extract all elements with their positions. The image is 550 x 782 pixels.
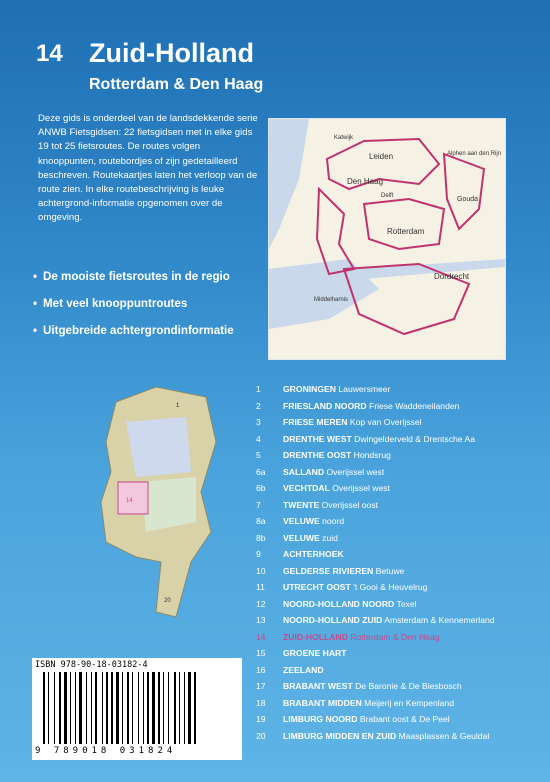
barcode-bars xyxy=(35,672,239,744)
feature-list xyxy=(33,270,263,351)
series-item: 6a SALLAND Overijssel west xyxy=(256,466,385,477)
series-item: 16 ZEELAND xyxy=(256,664,324,675)
series-item: 2 FRIESLAND NOORD Friese Waddeneilanden xyxy=(256,400,460,411)
series-item: 4 DRENTHE WEST Dwingelderveld & Drentsche Aa xyxy=(256,433,475,444)
feature-label: Uitgebreide achtergrondinformatie xyxy=(43,324,234,337)
place-label: Alphen aan den Rijn xyxy=(447,151,502,157)
place-label: Den Haag xyxy=(347,177,384,186)
feature-item: • Uitgebreide achtergrondinformatie xyxy=(33,324,234,337)
series-item: 10 GELDERSE RIVIEREN Betuwe xyxy=(256,565,405,576)
series-item: 15 GROENE HART xyxy=(256,648,347,658)
sea xyxy=(269,119,309,249)
place-label: Delft xyxy=(381,193,394,199)
feature-label: Met veel knooppuntroutes xyxy=(43,297,188,310)
place-label: Rotterdam xyxy=(387,227,425,236)
region-map-svg xyxy=(269,119,505,359)
series-item: 17 BRABANT WEST De Baronie & De Biesbosch xyxy=(256,681,462,691)
series-item: 8a VELUWE noord xyxy=(256,516,345,526)
route-center xyxy=(364,199,444,249)
series-item: 1 GRONINGEN Lauwersmeer xyxy=(256,384,391,394)
series-item-highlighted: 14 ZUID-HOLLAND Rotterdam & Den Haag xyxy=(256,631,440,642)
series-item: 9 ACHTERHOEK xyxy=(256,549,344,559)
isbn-digits: 9 789018 031824 xyxy=(35,746,177,756)
map-label: 14 xyxy=(126,498,133,504)
series-item: 13 NOORD-HOLLAND ZUID Amsterdam & Kennemerland xyxy=(256,615,495,625)
place-label: Dordrecht xyxy=(434,272,470,281)
feature-label: De mooiste fietsroutes in de regio xyxy=(43,270,230,283)
region-map xyxy=(268,118,506,360)
feature-item: • De mooiste fietsroutes in de regio xyxy=(33,270,230,283)
overview-map-svg xyxy=(96,382,226,622)
series-item: 18 BRABANT MIDDEN Meijerij en Kempenland xyxy=(256,697,454,708)
series-item: 19 LIMBURG NOORD Brabant oost & De Peel xyxy=(256,714,450,724)
feature-item: • Met veel knooppuntroutes xyxy=(33,297,188,310)
page-subtitle: Rotterdam & Den Haag xyxy=(89,76,264,93)
series-number: 14 xyxy=(36,40,63,67)
intro-text: Deze gids is onderdeel van de landsdekkende serie ANWB Fietsgidsen: 22 fietsgidsen met in elke gids 19 tot 25 fietsroutes. De routes volgen knooppunten, routebordjes of zijn gedetailleerd beschreven. Routekaartjes laten het verloop van de route zien. In elke routebeschrijving is leuke achtergrond-informatie opgenomen over de omgeving. xyxy=(38,113,258,224)
series-item: 7 TWENTE Overijssel oost xyxy=(256,499,379,510)
page-title: Zuid-Holland xyxy=(89,38,254,68)
isbn-label: ISBN 978-90-18-03182-4 xyxy=(35,660,148,670)
region-grid-a xyxy=(126,417,191,477)
series-item: 8b VELUWE zuid xyxy=(256,532,338,543)
place-label: Middelharnis xyxy=(314,297,349,303)
map-label: 20 xyxy=(164,598,171,604)
series-item: 20 LIMBURG MIDDEN EN ZUID Maasplassen & Geuldal xyxy=(256,730,490,741)
series-item: 11 UTRECHT OOST 't Gooi & Heuvelrug xyxy=(256,582,428,592)
netherlands-overview-map xyxy=(96,382,226,622)
series-item: 5 DRENTHE OOST Hondsrug xyxy=(256,450,391,460)
series-item: 6b VECHTDAL Overijssel west xyxy=(256,483,390,493)
route-east xyxy=(444,154,484,229)
highlighted-region xyxy=(118,482,148,514)
map-label: 1 xyxy=(176,403,180,409)
series-item: 3 FRIESE MEREN Kop van Overijssel xyxy=(256,417,422,427)
place-label: Gouda xyxy=(457,196,479,203)
series-item: 12 NOORD-HOLLAND NOORD Texel xyxy=(256,598,417,609)
place-label: Leiden xyxy=(369,152,394,161)
isbn-barcode xyxy=(32,658,242,760)
place-label: Katwijk xyxy=(334,135,354,141)
